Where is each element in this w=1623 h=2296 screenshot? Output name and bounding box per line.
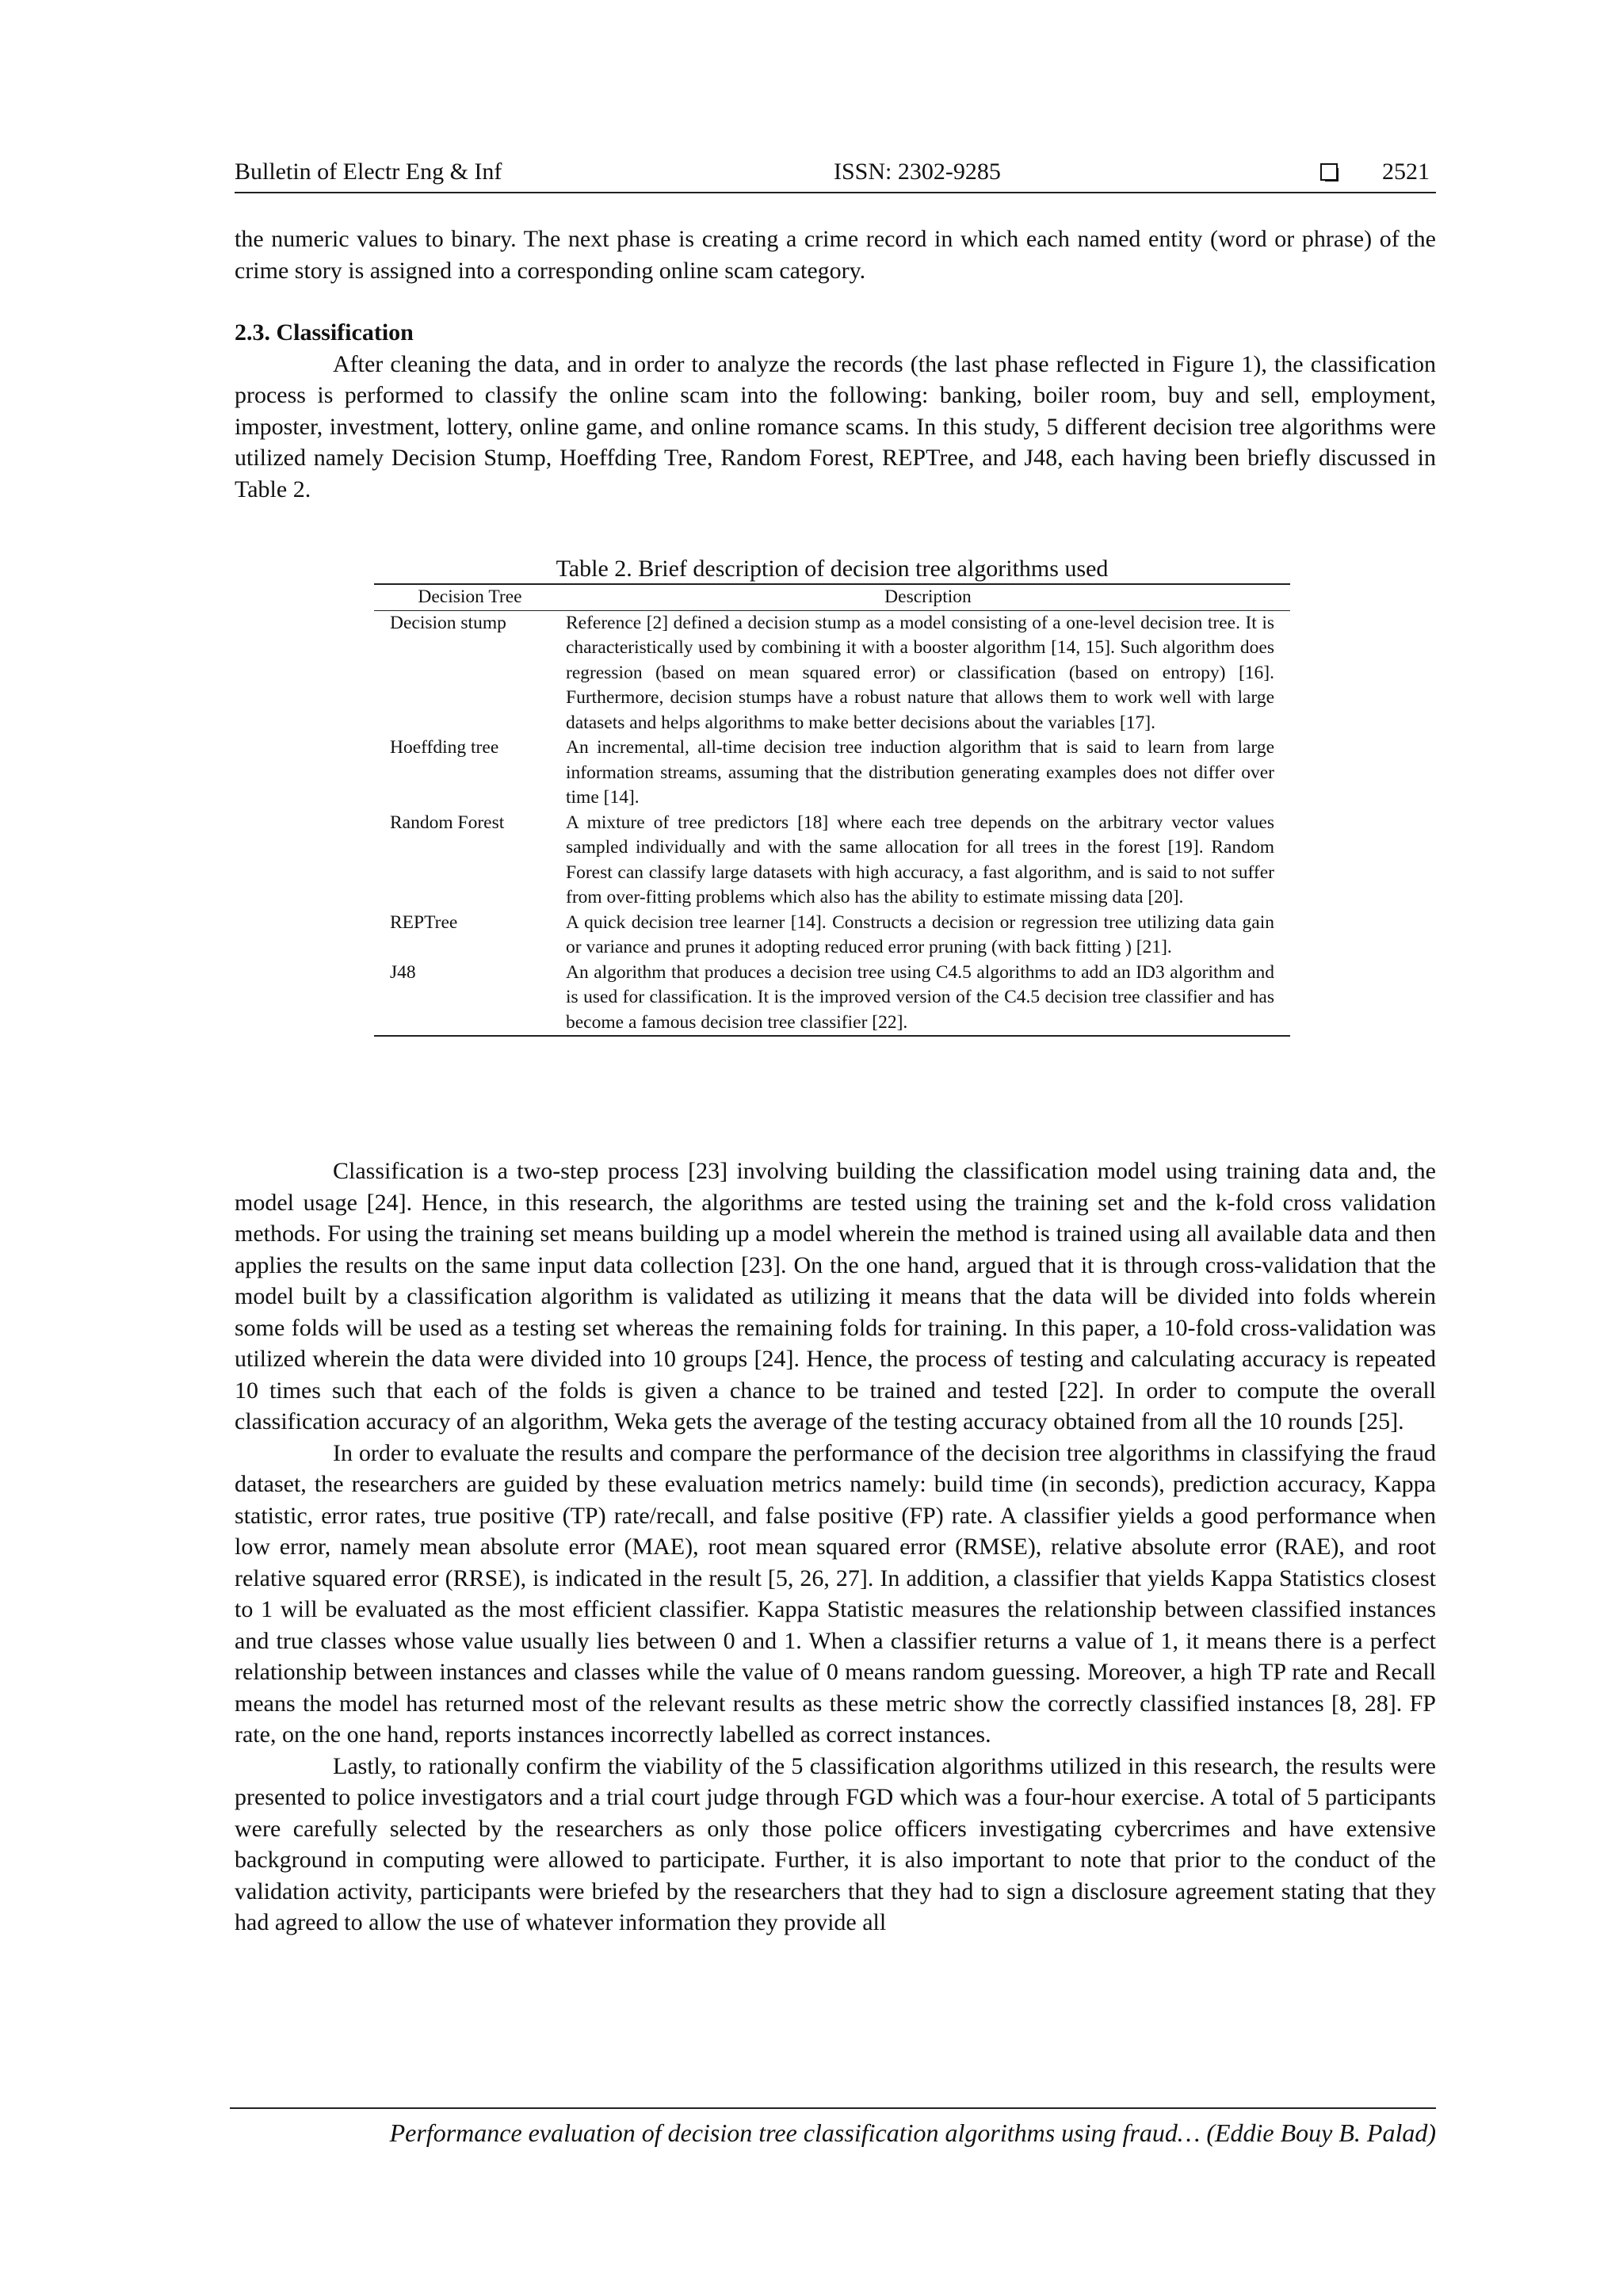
table-row xyxy=(374,811,1290,911)
algorithm-description: A quick decision tree learner [14]. Constructs a decision or regression tree utilizing data gain or variance and prunes it adopting reduced error pruning (with back fitting ) [21]. xyxy=(566,911,1274,957)
column-header: Description xyxy=(566,584,1290,610)
paragraph-classification-process: Classification is a two-step process [23] involving building the classification model using training data and, the model usage [24]. Hence, in this research, the algorithms are tested using the training set and the k-fold cross validation methods. For using the training set means building up a model wherein the method is trained using all available data and then applies the results on the same input data collection [23]. On the one hand, argued that it is through cross-validation that the model built by a classification algorithm is validated as utilizing it means that the data will be divided into folds wherein some folds will be used as a testing set whereas the remaining folds for training. In this paper, a 10-fold cross-validation was utilized wherein the data were divided into 10 groups [24]. Hence, the process of testing and calculating accuracy is repeated 10 times such that each of the folds is given a chance to be trained and tested [22]. In order to compute the overall classification accuracy of an algorithm, Weka gets the average of the testing accuracy obtained from all the 10 rounds [25]. xyxy=(235,1158,1436,1435)
algorithm-name: REPTree xyxy=(390,911,458,933)
algorithm-name: J48 xyxy=(390,961,416,983)
running-header xyxy=(235,155,1436,193)
algorithm-name: Hoeffding tree xyxy=(390,737,499,758)
table-header-row xyxy=(374,584,1290,610)
algorithm-description: A mixture of tree predictors [18] where each tree depends on the arbitrary vector values sampled individually and with the same allocation for all trees in the forest [19]. Random Forest can classify large datasets with high accuracy, a fast algorithm, and is said to not suffer from over-fitting problems which also has the ability to estimate missing data [20]. xyxy=(566,812,1274,907)
algorithm-description: An algorithm that produces a decision tree using C4.5 algorithms to add an ID3 algorithm and is used for classification. It is the improved version of the C4.5 decision tree classifier and has become a famous decision tree classifier [22]. xyxy=(566,961,1274,1033)
checkbox-icon xyxy=(1320,163,1338,181)
decision-tree-table xyxy=(374,583,1290,1037)
body-text xyxy=(235,1156,1436,1939)
journal-name: Bulletin of Electr Eng & Inf xyxy=(235,159,502,185)
paragraph-evaluation-metrics: In order to evaluate the results and compare the performance of the decision tree algorithms in classifying the fraud dataset, the researchers are guided by these evaluation metrics namely: build time (in seconds), prediction accuracy, Kappa statistic, error rates, true positive (TP) rate/recall, and false positive (FP) rate. A classifier yields a good performance when low error, namely mean absolute error (MAE), root mean squared error (RMSE), relative absolute error (RAE), and root relative squared error (RRSE), is indicated in the result [5, 26, 27]. In addition, a classifier that yields Kappa Statistics closest to 1 will be evaluated as the most efficient classifier. Kappa Statistic measures the relationship between classified instances and true classes whose value usually lies between 0 and 1. When a classifier returns a value of 1, it means there is a perfect relationship between instances and classes while the value of 0 means random guessing. Moreover, a high TP rate and Recall means the model has returned most of the relevant results as these metric show the correctly classified instances [8, 28]. FP rate, on the one hand, reports instances incorrectly labelled as correct instances. xyxy=(235,1439,1436,1748)
section-heading: 2.3. Classification xyxy=(235,319,414,346)
algorithm-description: Reference [2] defined a decision stump as a model consisting of a one-level decision tree. It is characteristically used by combining it with a booster algorithm [14, 15]. Such algorithm does regression (based on mean squared error) or classification (based on entropy) [16]. Furthermore, decision stumps have a robust nature that allows them to work well with large datasets and helps algorithms to make better decisions about the variables [17]. xyxy=(566,612,1274,733)
running-footer: Performance evaluation of decision tree classification algorithms using fraud… (Eddie Bouy B. Palad) xyxy=(230,2107,1436,2148)
algorithm-name: Random Forest xyxy=(390,812,505,833)
table-row xyxy=(374,961,1290,1037)
algorithm-description: An incremental, all-time decision tree induction algorithm that is said to learn from large information streams, assuming that the distribution generating examples does not differ over time [14]. xyxy=(566,737,1274,808)
paragraph-validation: Lastly, to rationally confirm the viability of the 5 classification algorithms utilized in this research, the results were presented to police investigators and a trial court judge through FGD which was a four-hour exercise. A total of 5 participants were carefully selected by the researchers as only those police officers investigating cybercrimes and have extensive background in computing were allowed to participate. Further, it is also important to note that prior to the conduct of the validation activity, participants were briefed by the researchers that they had to sign a disclosure agreement stating that they had agreed to allow the use of whatever information they provide all xyxy=(235,1752,1436,1935)
intro-text xyxy=(235,223,1436,286)
table-row xyxy=(374,911,1290,961)
table-caption: Table 2. Brief description of decision tree algorithms used xyxy=(556,556,1109,582)
section-paragraph: After cleaning the data, and in order to analyze the records (the last phase reflected in Figure 1), the classification process is performed to classify the online scam into the following: banking, boiler room, buy and sell, employment, imposter, investment, lottery, online game, and online romance scams. In this study, 5 different decision tree algorithms were utilized namely Decision Stump, Hoeffding Tree, Random Forest, REPTree, and J48, each having been briefly discussed in Table 2. xyxy=(235,350,1436,502)
table-row xyxy=(374,735,1290,811)
intro-paragraph: the numeric values to binary. The next phase is creating a crime record in which each named entity (word or phrase) of the crime story is assigned into a corresponding online scam category. xyxy=(235,226,1436,284)
issn: ISSN: 2302-9285 xyxy=(834,159,1001,185)
section-classification xyxy=(235,317,1436,505)
table-row xyxy=(374,610,1290,735)
table-2 xyxy=(374,555,1290,1037)
column-header: Decision Tree xyxy=(374,584,566,610)
algorithm-name: Decision stump xyxy=(390,612,506,633)
page-number: 2521 xyxy=(1382,159,1430,185)
